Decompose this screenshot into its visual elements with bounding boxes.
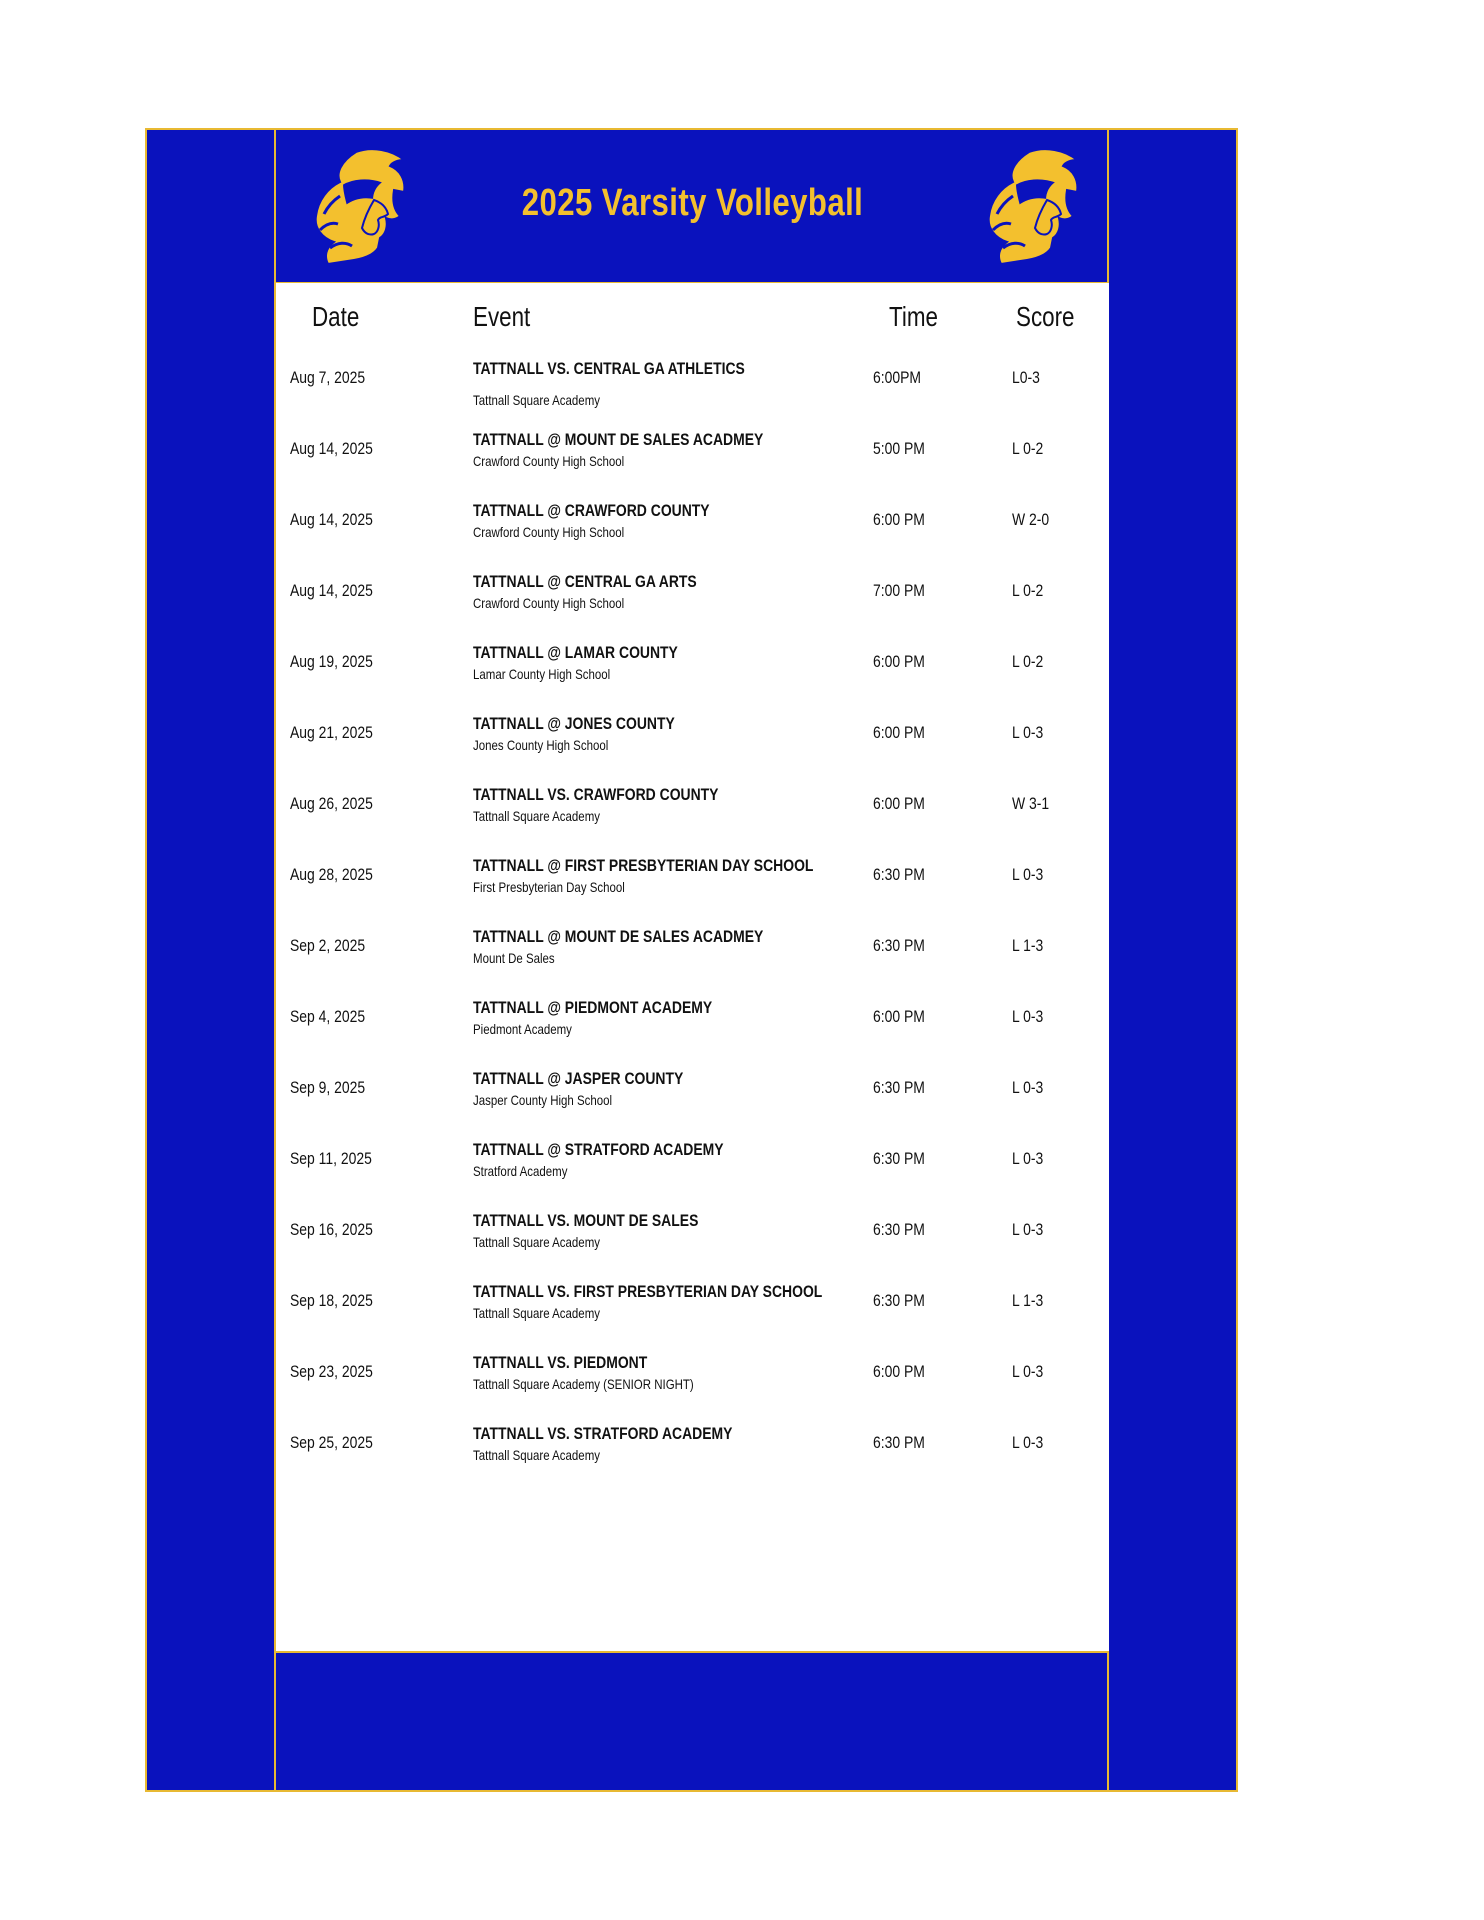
- page-title: 2025 Varsity Volleyball: [521, 182, 864, 224]
- game-date: Sep 23, 2025: [290, 1362, 373, 1381]
- table-row: [276, 1210, 1109, 1270]
- game-date: Aug 7, 2025: [290, 368, 366, 387]
- game-title: TATTNALL VS. PIEDMONT: [473, 1353, 648, 1372]
- game-date: Aug 14, 2025: [290, 581, 373, 600]
- game-date: Aug 19, 2025: [290, 652, 373, 671]
- game-date: Aug 26, 2025: [290, 794, 373, 813]
- game-time: 6:00 PM: [873, 723, 925, 742]
- game-time: 6:30 PM: [873, 1149, 925, 1168]
- game-time: 6:30 PM: [873, 936, 925, 955]
- column-header-time: Time: [889, 301, 938, 332]
- game-time: 6:30 PM: [873, 1078, 925, 1097]
- game-venue: Stratford Academy: [473, 1163, 568, 1179]
- game-score: L 0-3: [1012, 1433, 1044, 1452]
- game-venue: Lamar County High School: [473, 666, 611, 682]
- table-row: [276, 1281, 1109, 1341]
- table-row: [276, 1139, 1109, 1199]
- game-time: 6:00 PM: [873, 1007, 925, 1026]
- game-title: TATTNALL VS. CRAWFORD COUNTY: [473, 785, 719, 804]
- game-title: TATTNALL VS. MOUNT DE SALES: [473, 1211, 699, 1230]
- game-date: Sep 9, 2025: [290, 1078, 366, 1097]
- game-date: Sep 18, 2025: [290, 1291, 373, 1310]
- game-title: TATTNALL @ MOUNT DE SALES ACADMEY: [473, 927, 764, 946]
- table-row: [276, 1423, 1109, 1483]
- schedule-frame: [145, 128, 1238, 1792]
- game-title: TATTNALL @ JONES COUNTY: [473, 714, 675, 733]
- table-row: [276, 1352, 1109, 1412]
- game-venue: Tattnall Square Academy (SENIOR NIGHT): [473, 1376, 694, 1392]
- game-score: L 0-3: [1012, 1362, 1044, 1381]
- game-title: TATTNALL @ CENTRAL GA ARTS: [473, 572, 697, 591]
- game-score: W 3-1: [1012, 794, 1050, 813]
- game-score: L 0-3: [1012, 1078, 1044, 1097]
- game-time: 6:30 PM: [873, 1433, 925, 1452]
- game-score: L 0-3: [1012, 1007, 1044, 1026]
- game-title: TATTNALL @ STRATFORD ACADEMY: [473, 1140, 724, 1159]
- game-venue: First Presbyterian Day School: [473, 879, 625, 895]
- game-date: Sep 25, 2025: [290, 1433, 373, 1452]
- game-venue: Crawford County High School: [473, 595, 625, 611]
- game-time: 6:00 PM: [873, 510, 925, 529]
- trojan-helmet-icon: [967, 144, 1087, 268]
- table-row: [276, 500, 1109, 560]
- game-title: TATTNALL @ JASPER COUNTY: [473, 1069, 684, 1088]
- game-date: Aug 21, 2025: [290, 723, 373, 742]
- game-venue: Mount De Sales: [473, 950, 555, 966]
- game-score: L 0-3: [1012, 723, 1044, 742]
- game-time: 6:30 PM: [873, 1291, 925, 1310]
- game-score: W 2-0: [1012, 510, 1050, 529]
- game-score: L 1-3: [1012, 1291, 1044, 1310]
- game-venue: Crawford County High School: [473, 524, 625, 540]
- game-venue: Tattnall Square Academy: [473, 1234, 600, 1250]
- table-row: [276, 429, 1109, 489]
- table-row: [276, 784, 1109, 844]
- table-row: [276, 571, 1109, 631]
- table-row: [276, 855, 1109, 915]
- game-date: Aug 14, 2025: [290, 510, 373, 529]
- game-time: 6:00 PM: [873, 1362, 925, 1381]
- game-venue: Crawford County High School: [473, 453, 625, 469]
- column-header-event: Event: [473, 301, 531, 332]
- game-title: TATTNALL @ LAMAR COUNTY: [473, 643, 678, 662]
- game-score: L 0-2: [1012, 439, 1044, 458]
- table-row: [276, 358, 1109, 418]
- game-venue: Jasper County High School: [473, 1092, 613, 1108]
- game-date: Aug 14, 2025: [290, 439, 373, 458]
- game-venue: Tattnall Square Academy: [473, 808, 600, 824]
- game-time: 7:00 PM: [873, 581, 925, 600]
- schedule-table: [276, 283, 1109, 1653]
- game-date: Sep 16, 2025: [290, 1220, 373, 1239]
- game-time: 6:00 PM: [873, 794, 925, 813]
- game-score: L 0-3: [1012, 1149, 1044, 1168]
- game-score: L 0-2: [1012, 652, 1044, 671]
- game-title: TATTNALL @ PIEDMONT ACADEMY: [473, 998, 713, 1017]
- game-venue: Tattnall Square Academy: [473, 392, 600, 408]
- game-venue: Piedmont Academy: [473, 1021, 572, 1037]
- table-row: [276, 642, 1109, 702]
- game-title: TATTNALL VS. CENTRAL GA ATHLETICS: [473, 359, 745, 378]
- table-row: [276, 713, 1109, 773]
- game-time: 5:00 PM: [873, 439, 925, 458]
- column-header-score: Score: [1016, 301, 1075, 332]
- game-title: TATTNALL @ CRAWFORD COUNTY: [473, 501, 710, 520]
- game-score: L 0-3: [1012, 1220, 1044, 1239]
- table-row: [276, 1068, 1109, 1128]
- game-date: Sep 2, 2025: [290, 936, 366, 955]
- game-time: 6:00PM: [873, 368, 922, 387]
- game-title: TATTNALL @ MOUNT DE SALES ACADMEY: [473, 430, 764, 449]
- game-title: TATTNALL @ FIRST PRESBYTERIAN DAY SCHOOL: [473, 856, 814, 875]
- game-score: L 0-2: [1012, 581, 1044, 600]
- game-time: 6:30 PM: [873, 1220, 925, 1239]
- column-header-date: Date: [312, 301, 360, 332]
- game-score: L0-3: [1012, 368, 1040, 387]
- schedule-header: [276, 130, 1109, 284]
- game-title: TATTNALL VS. FIRST PRESBYTERIAN DAY SCHOOL: [473, 1282, 823, 1301]
- game-venue: Jones County High School: [473, 737, 609, 753]
- game-venue: Tattnall Square Academy: [473, 1447, 600, 1463]
- game-venue: Tattnall Square Academy: [473, 1305, 600, 1321]
- game-date: Sep 11, 2025: [290, 1149, 372, 1168]
- game-time: 6:00 PM: [873, 652, 925, 671]
- game-time: 6:30 PM: [873, 865, 925, 884]
- game-score: L 0-3: [1012, 865, 1044, 884]
- game-date: Aug 28, 2025: [290, 865, 373, 884]
- game-date: Sep 4, 2025: [290, 1007, 366, 1026]
- game-title: TATTNALL VS. STRATFORD ACADEMY: [473, 1424, 733, 1443]
- table-row: [276, 926, 1109, 986]
- table-row: [276, 997, 1109, 1057]
- game-score: L 1-3: [1012, 936, 1044, 955]
